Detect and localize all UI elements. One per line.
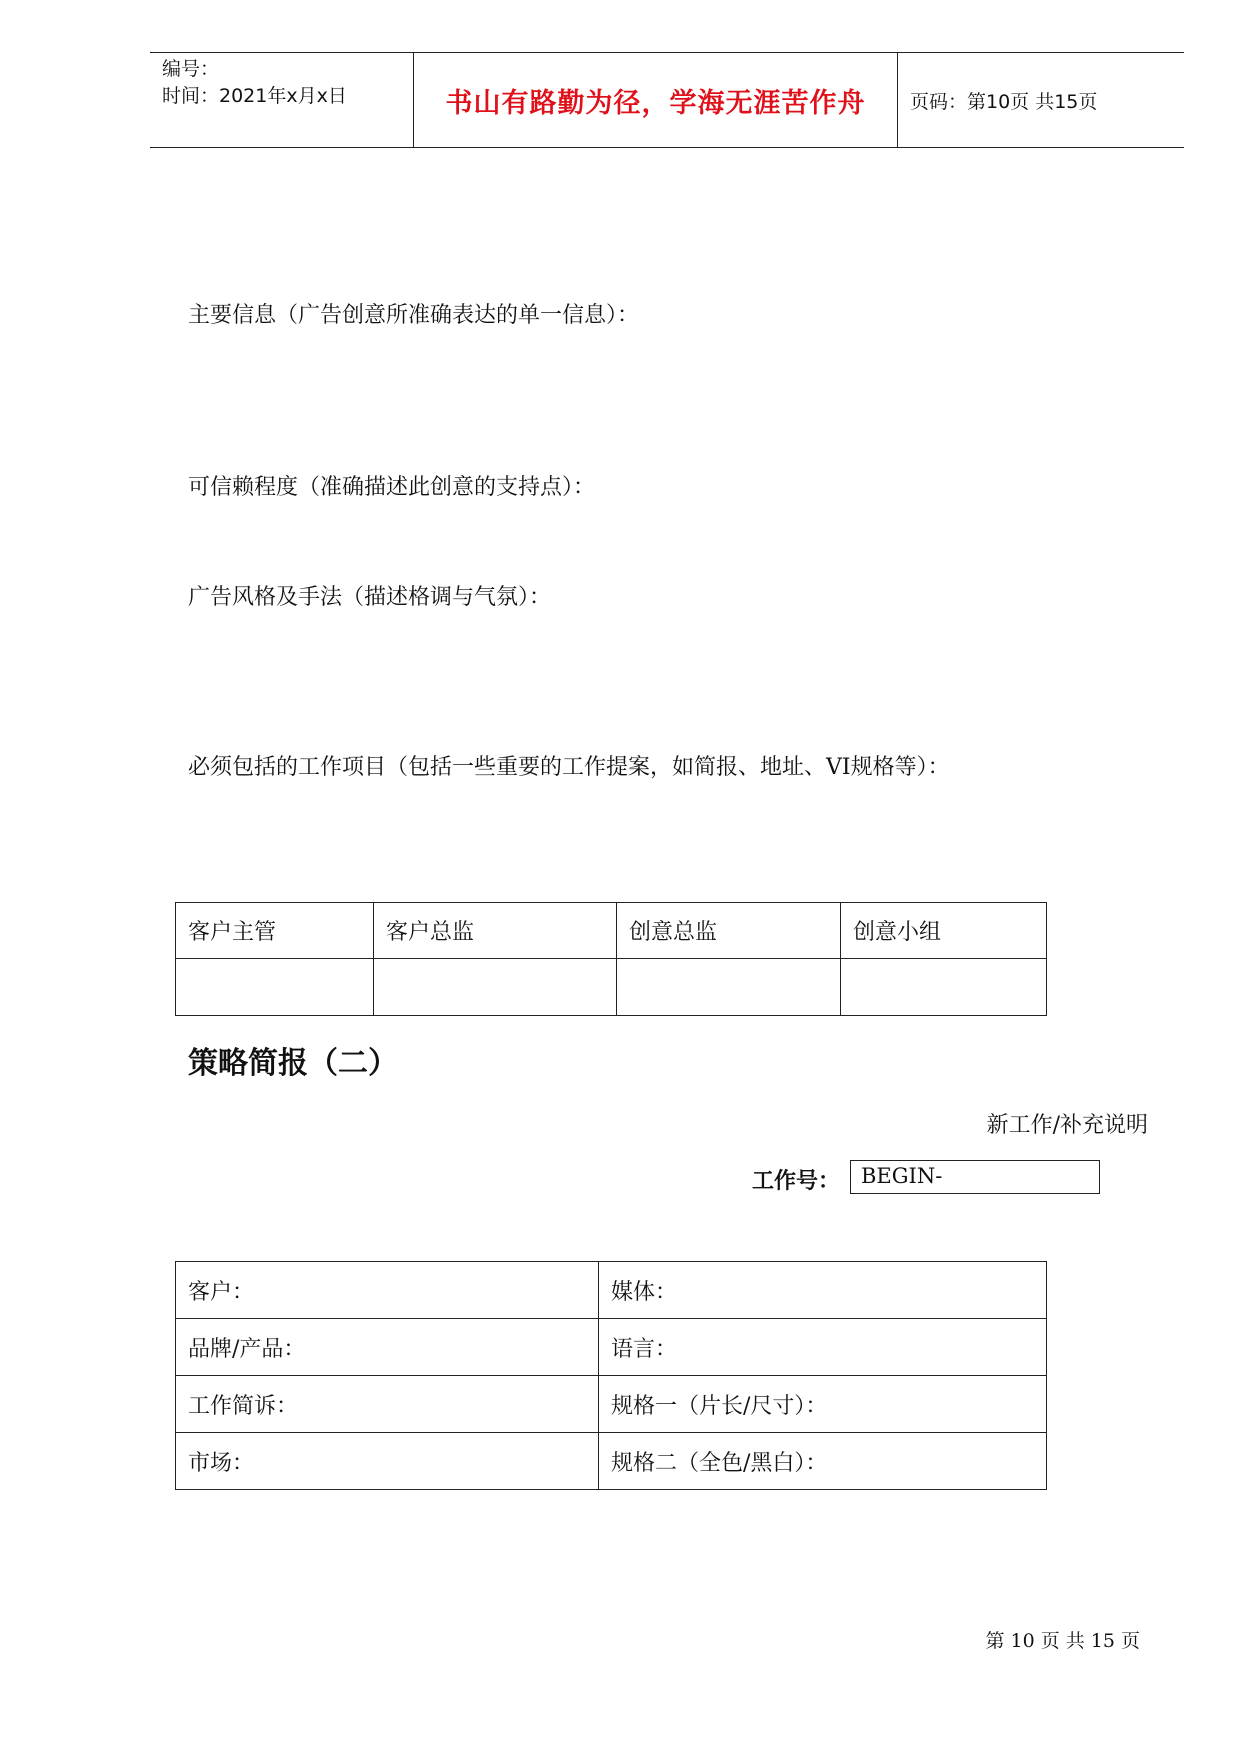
media-cell[interactable]: 媒体： — [599, 1262, 1047, 1319]
signoff-header-cell: 创意小组 — [841, 903, 1047, 959]
signoff-signature-cell[interactable] — [374, 959, 617, 1016]
credibility-label: 可信赖程度（准确描述此创意的支持点）： — [188, 475, 596, 500]
work-items-label: 必须包括的工作项目（包括一些重要的工作提案，如简报、地址、VI规格等）： — [188, 755, 950, 780]
header-motto: 书山有路勤为径，学海无涯苦作舟 — [445, 87, 866, 119]
header-meta — [162, 53, 412, 147]
header-number-label: 编号： — [162, 58, 220, 80]
job-number-field[interactable]: BEGIN- — [850, 1160, 1100, 1194]
language-cell[interactable]: 语言： — [599, 1319, 1047, 1376]
header-divider — [897, 53, 898, 147]
main-message-label: 主要信息（广告创意所准确表达的单一信息）： — [188, 303, 640, 328]
signoff-signature-cell[interactable] — [176, 959, 374, 1016]
signoff-table — [175, 902, 1047, 1016]
section-title: 策略简报（二） — [188, 1046, 398, 1081]
market-cell[interactable]: 市场： — [176, 1433, 599, 1490]
brief-info-table — [175, 1261, 1047, 1490]
signoff-signature-cell[interactable] — [841, 959, 1047, 1016]
job-number-label: 工作号： — [752, 1169, 841, 1194]
header-time-label: 时间：2021年x月x日 — [162, 85, 347, 107]
client-cell[interactable]: 客户： — [176, 1262, 599, 1319]
page-footer: 第 10 页 共 15 页 — [985, 1630, 1140, 1652]
work-brief-cell[interactable]: 工作简诉： — [176, 1376, 599, 1433]
brand-product-cell[interactable]: 品牌/产品： — [176, 1319, 599, 1376]
signoff-signature-cell[interactable] — [617, 959, 841, 1016]
spec-two-cell[interactable]: 规格二（全色/黑白）： — [599, 1433, 1047, 1490]
new-work-note: 新工作/补充说明 — [986, 1113, 1148, 1138]
signoff-header-cell: 创意总监 — [617, 903, 841, 959]
spec-one-cell[interactable]: 规格一（片长/尺寸）： — [599, 1376, 1047, 1433]
signoff-header-cell: 客户主管 — [176, 903, 374, 959]
page-header — [150, 52, 1184, 148]
signoff-header-cell: 客户总监 — [374, 903, 617, 959]
header-page-info: 页码：第10页 共15页 — [910, 90, 1098, 113]
style-label: 广告风格及手法（描述格调与气氛）： — [188, 585, 552, 610]
